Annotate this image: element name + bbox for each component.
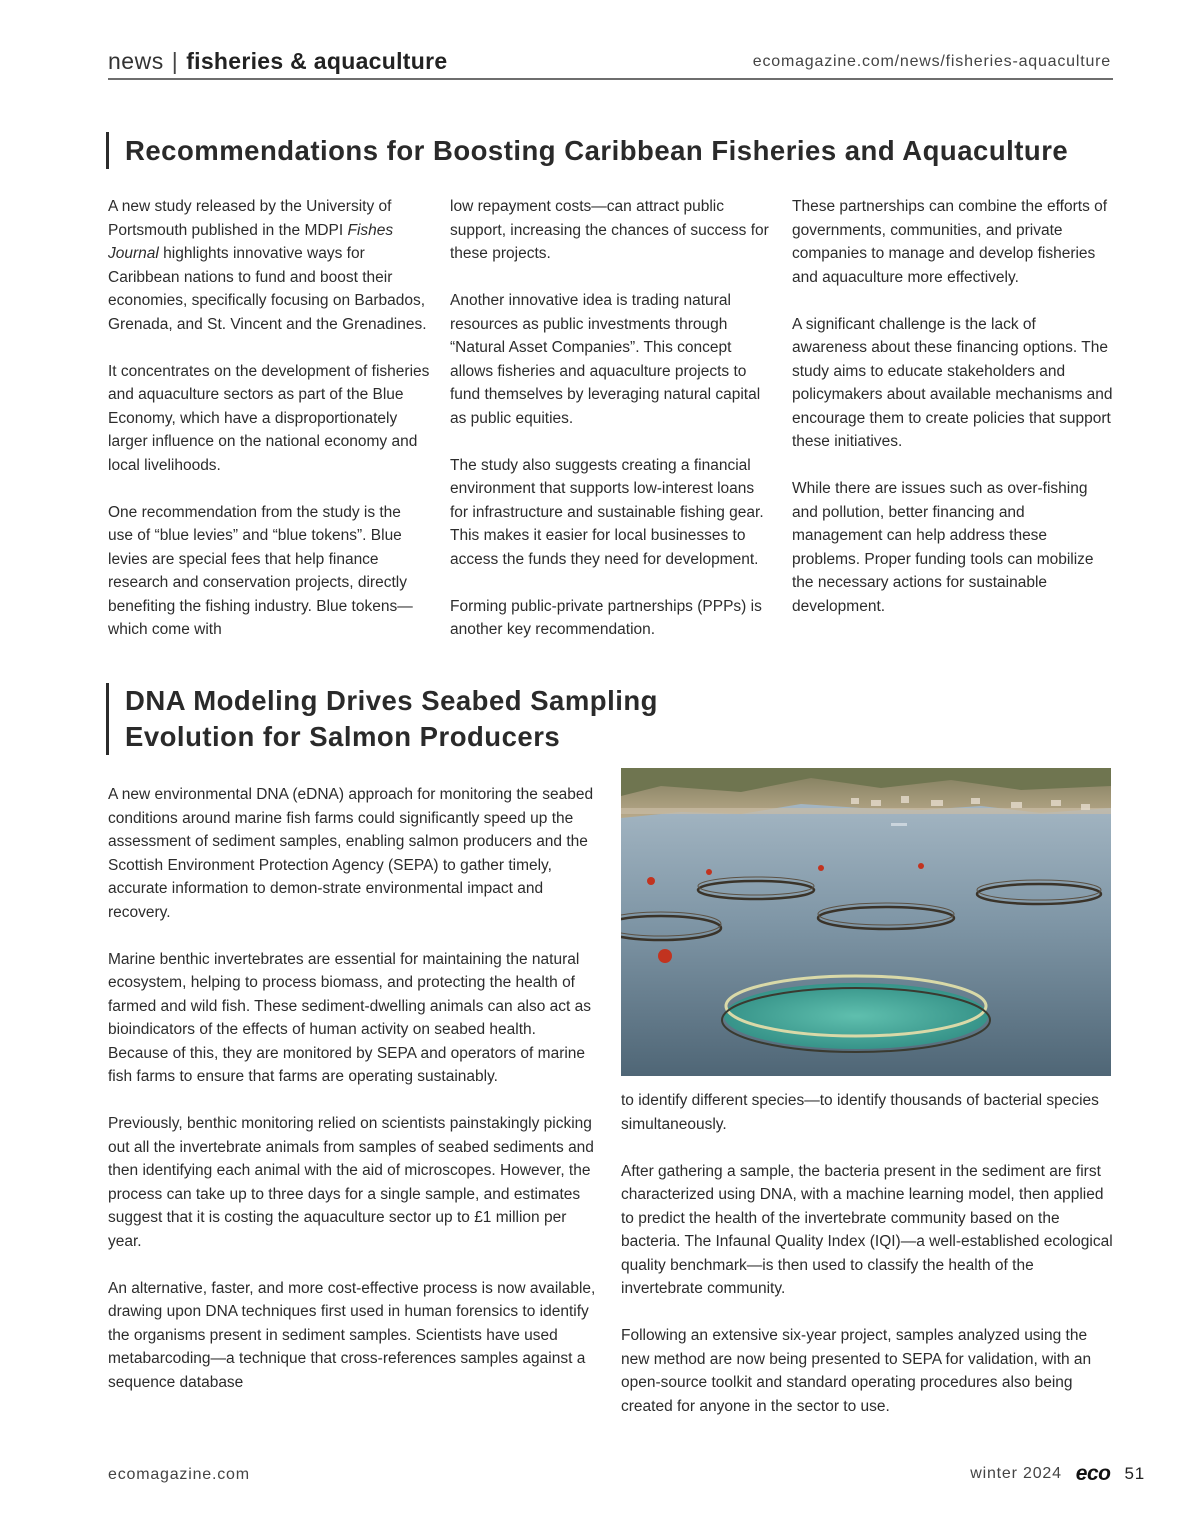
article1-paragraph-6: Forming public-private partnerships (PPPs) is another key recommendation. — [450, 597, 762, 638]
article1-p1-text-end: highlights innovative ways for Caribbean nations to fund and boost their economies, specifically focusing on Barbados, Grenada, and St. Vincent and the Grenadines. — [108, 245, 427, 333]
article2-paragraph-3: Previously, benthic monitoring relied on scientists painstakingly picking out all the invertebrate animals from samples of seabed sediments and then identifying each animal with the aid of microscopes. However, the process can take up to three days for a single sample, and estimates suggest that it is costing the aquaculture sector up to £1 million per year. — [108, 1115, 594, 1250]
page-number: 51 — [1124, 1464, 1145, 1483]
article2-column-2 — [621, 1089, 1113, 1442]
section-url[interactable]: ecomagazine.com/news/fisheries-aquaculture — [752, 53, 1111, 70]
article2-paragraph-1: A new environmental DNA (eDNA) approach for monitoring the seabed conditions around marine fish farms could significantly speed up the assessment of sediment samples, enabling salmon producers and the Scottish Environment Protection Agency (SEPA) to gather timely, accurate information to demon-strate environmental impact and recovery. — [108, 786, 594, 921]
article2-paragraph-2: Marine benthic invertebrates are essential for maintaining the natural ecosystem, helping to process biomass, and protecting the health of farmed and wild fish. These sediment-dwelling animals can also act as bioindicators of the effects of human activity on seabed health. Because of this, they are monitored by SEPA and operators of marine fish farms to ensure that farms are operating sustainably. — [108, 950, 592, 1085]
eco-logo: eco — [1075, 1462, 1111, 1485]
article1-column-2 — [450, 195, 772, 665]
article2-paragraph-6: Following an extensive six-year project, samples analyzed using the new method are now being presented to SEPA for validation, with an open-source toolkit and standard operating procedures also being created for anyone in the sector to use. — [621, 1327, 1092, 1415]
article1-p1-text: A new study released by the University of Portsmouth published in the MDPI — [108, 198, 392, 239]
article1-paragraph-2: It concentrates on the development of fisheries and aquaculture sectors as part of the Blue Economy, which have a disproportionately larger influence on the national economy and local livelihoods. — [108, 362, 430, 474]
footer-site[interactable]: ecomagazine.com — [108, 1466, 250, 1483]
article2-title — [106, 683, 705, 755]
article1-column-1 — [108, 195, 430, 665]
section-name: news — [108, 48, 164, 74]
article1-paragraph-6-cont: These partnerships can combine the efforts of governments, communities, and private companies to manage and develop fisheries and aquaculture more effectively. — [792, 198, 1108, 286]
article1-title: Recommendations for Boosting Caribbean Fisheries and Aquaculture — [106, 132, 1068, 169]
article1-paragraph-3: One recommendation from the study is the use of “blue levies” and “blue tokens”. Blue levies are special fees that help finance research and conservation projects, directly benefiting the fishing industry. Blue tokens—which come with — [108, 503, 413, 638]
article1-paragraph-7: A significant challenge is the lack of awareness about these financing options. The study aims to educate stakeholders and policymakers about available mechanisms and encourage them to create policies that support these initiatives. — [792, 315, 1113, 450]
section-separator: | — [171, 48, 179, 74]
article1-paragraph-5: The study also suggests creating a financial environment that supports low-interest loans for infrastructure and sustainable fishing gear. This makes it easier for local businesses to access the funds they need for development. — [450, 456, 764, 568]
article1-paragraph-1 — [108, 195, 430, 336]
fish-farm-photo — [621, 768, 1111, 1076]
journal-name: Fishes Journal — [108, 221, 394, 262]
article2-column-1 — [108, 783, 600, 1418]
page-footer — [970, 1462, 1145, 1486]
section-category: fisheries & aquaculture — [186, 48, 448, 74]
article2-title-line-2: Evolution for Salmon Producers — [125, 721, 561, 752]
issue-label: winter 2024 — [970, 1465, 1062, 1482]
article1-paragraph-3-cont: low repayment costs—can attract public support, increasing the chances of success for these projects. — [450, 198, 769, 262]
article2-paragraph-5: After gathering a sample, the bacteria present in the sediment are first characterized using DNA, with a machine learning model, then applied to predict the health of the invertebrate community based on the bacteria. The Infaunal Quality Index (IQI)—a well-established ecological quality benchmark—is then used to classify the health of the invertebrate community. — [621, 1162, 1113, 1297]
article2-paragraph-4: An alternative, faster, and more cost-effective process is now available, drawing upon DNA techniques first used in human forensics to identify the organisms present in sediment samples. Scientists have used metabarcoding—a technique that cross-references samples against a sequence database — [108, 1279, 596, 1391]
article1-column-3 — [792, 195, 1114, 642]
article2-paragraph-4-cont: to identify different species—to identify thousands of bacterial species simultaneously. — [621, 1092, 1099, 1133]
article1-paragraph-4: Another innovative idea is trading natural resources as public investments through “Natural Asset Companies”. This concept allows fisheries and aquaculture projects to fund themselves by leveraging natural capital as public equities. — [450, 292, 761, 427]
article2-title-line-1: DNA Modeling Drives Seabed Sampling — [125, 685, 658, 716]
page-header — [108, 44, 1113, 80]
section-label — [108, 48, 447, 75]
article1-paragraph-8: While there are issues such as over-fishing and pollution, better financing and management can help address these problems. Proper funding tools can mobilize the necessary actions for sustainable development. — [792, 480, 1094, 615]
